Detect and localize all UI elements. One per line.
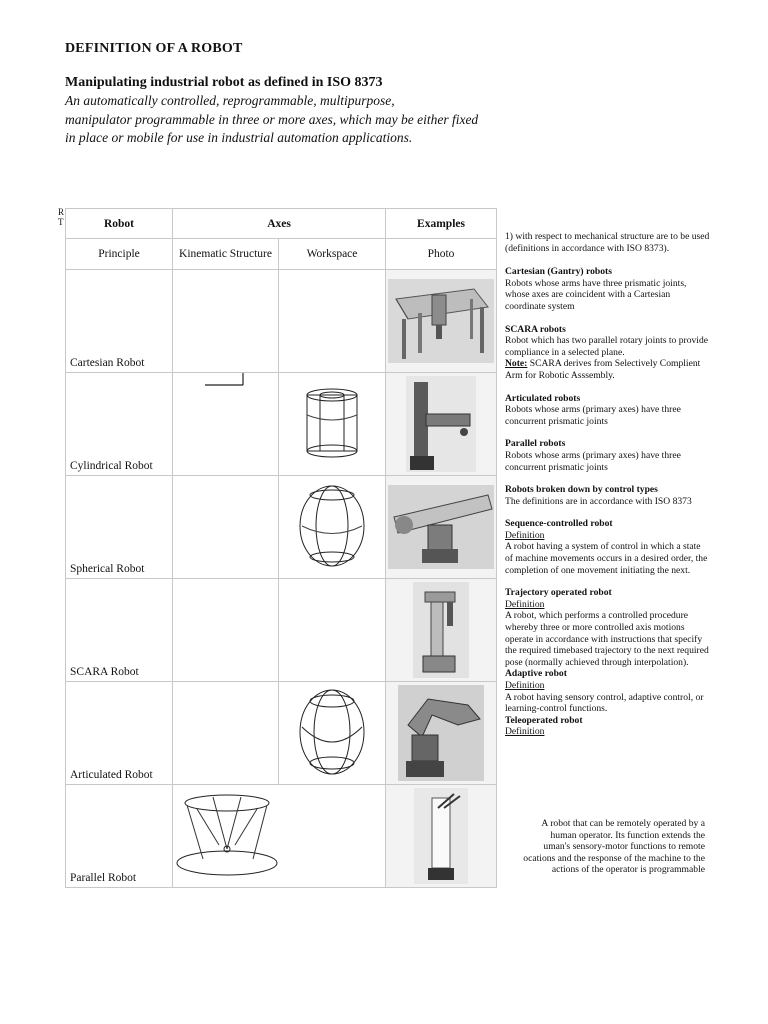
iso-definition-line: manipulator programmable in three or more axes, which may be either fixed	[65, 111, 479, 127]
note-text: Robots whose arms (primary axes) have three concurrent prismatic joints	[505, 449, 681, 473]
photo-cell	[386, 476, 497, 579]
note-control-types	[505, 484, 710, 507]
workspace-cell	[279, 270, 386, 373]
spherical-workspace-diagram	[296, 483, 368, 569]
table-row	[66, 785, 497, 888]
parallel-robot-diagram	[173, 789, 281, 881]
articulated-workspace-diagram	[296, 687, 368, 777]
robot-types-table	[65, 208, 497, 888]
note-heading: Parallel robots	[505, 438, 566, 450]
note-adaptive	[505, 668, 710, 714]
subheader-kinematic-structure: Kinematic Structure	[173, 239, 279, 270]
definition-label: Definition	[505, 598, 545, 610]
header-robot: Robot	[66, 209, 173, 239]
scara-robot-photo	[413, 582, 469, 678]
note-heading: Adaptive robot	[505, 668, 567, 680]
photo-cell	[386, 270, 497, 373]
clipped-text-fragment	[58, 207, 64, 227]
note-remark-text: SCARA derives from Selectively Complient Arm for Robotic Asssembly.	[505, 358, 701, 381]
note-sequence-controlled	[505, 518, 710, 576]
kinematic-structure-cell	[173, 270, 279, 373]
iso-definition-line: An automatically controlled, reprogrammable, multipurpose,	[65, 93, 395, 108]
note-heading: Sequence-controlled robot	[505, 518, 613, 530]
fragment-t: T	[58, 217, 64, 227]
articulated-robot-photo	[398, 685, 484, 781]
document-title: DEFINITION OF A ROBOT	[65, 41, 243, 56]
kinematic-structure-cell	[173, 373, 279, 476]
note-remark	[505, 358, 710, 381]
table-row	[66, 579, 497, 682]
kinematic-structure-cell	[173, 682, 279, 785]
note-text: Robots whose arms have three prismatic joints, whose axes are coincident with a Cartesian coordinate system	[505, 277, 687, 312]
principle-cell: Articulated Robot	[66, 682, 173, 785]
note-text: The definitions are in accordance with ISO 8373	[505, 495, 692, 507]
table-row	[66, 270, 497, 373]
note-text: A robot having a system of control in which a state of machine movements occurs in a desired order, the completion of one movement initiating the next.	[505, 541, 708, 576]
principle-cell: Cylindrical Robot	[66, 373, 173, 476]
note-heading: Teleoperated robot	[505, 714, 583, 726]
text-line: human operator. Its function extends the	[550, 829, 705, 841]
subheader-principle: Principle	[66, 239, 173, 270]
note-text: Robot which has two parallel rotary joints to provide compliance in a selected plane.	[505, 335, 709, 358]
note-cartesian	[505, 266, 710, 312]
workspace-cell	[279, 682, 386, 785]
notes-intro: 1) with respect to mechanical structure are to be used (definitions in accordance with ISO 8373).	[505, 231, 710, 254]
cylindrical-robot-photo	[406, 376, 476, 472]
workspace-cell	[279, 579, 386, 682]
kinematic-diagram-fragment	[203, 373, 263, 387]
principle-cell: Parallel Robot	[66, 785, 173, 888]
side-notes	[505, 231, 710, 738]
note-heading: Articulated robots	[505, 392, 581, 404]
table-row	[66, 476, 497, 579]
header-axes: Axes	[173, 209, 386, 239]
spherical-robot-photo	[388, 485, 494, 569]
note-trajectory	[505, 587, 710, 668]
note-heading: SCARA robots	[505, 323, 566, 335]
note-text: A robot having sensory control, adaptive control, or learning-control functions.	[505, 691, 704, 715]
table-row	[66, 682, 497, 785]
table-row	[66, 373, 497, 476]
photo-cell	[386, 682, 497, 785]
principle-cell: Cartesian Robot	[66, 270, 173, 373]
parallel-structure-cell	[173, 785, 386, 888]
teleoperated-definition-text	[490, 818, 705, 876]
fragment-r: R	[58, 207, 65, 217]
definition-label: Definition	[505, 529, 545, 541]
cylindrical-workspace-diagram	[297, 385, 367, 461]
principle-cell: Spherical Robot	[66, 476, 173, 579]
note-articulated	[505, 393, 710, 428]
photo-cell	[386, 373, 497, 476]
definition-label: Definition	[505, 726, 545, 738]
text-line: uman's sensory-motor functions to remote	[543, 841, 705, 853]
iso-definition	[65, 92, 525, 148]
principle-cell: SCARA Robot	[66, 579, 173, 682]
workspace-cell	[279, 373, 386, 476]
iso-heading: Manipulating industrial robot as defined in ISO 8373	[65, 75, 383, 90]
note-heading: Trajectory operated robot	[505, 587, 612, 599]
photo-cell	[386, 579, 497, 682]
note-label: Note:	[505, 358, 528, 370]
note-teleoperated	[505, 715, 710, 738]
note-text: Robots whose arms (primary axes) have three concurrent prismatic joints	[505, 404, 681, 427]
note-parallel	[505, 438, 710, 473]
text-line: actions of the operator is programmable	[551, 864, 705, 876]
parallel-robot-photo	[414, 788, 468, 884]
subheader-workspace: Workspace	[279, 239, 386, 270]
note-text: A robot, which performs a controlled procedure whereby three or more controlled axis motions operate in accordance with instructions that specify the required timebased trajectory to the next required pose (normally achieved through interpolation).	[505, 610, 709, 668]
note-heading: Robots broken down by control types	[505, 484, 658, 496]
photo-cell	[386, 785, 497, 888]
header-examples: Examples	[386, 209, 497, 239]
iso-definition-line: in place or mobile for use in industrial automation applications.	[65, 130, 413, 145]
text-line: ocations and the response of the machine to the	[523, 852, 705, 864]
note-heading: Cartesian (Gantry) robots	[505, 266, 612, 278]
workspace-cell	[279, 476, 386, 579]
kinematic-structure-cell	[173, 476, 279, 579]
note-scara	[505, 324, 710, 382]
kinematic-structure-cell	[173, 579, 279, 682]
definition-label: Definition	[505, 680, 545, 691]
text-line: A robot that can be remotely operated by a	[541, 818, 705, 829]
subheader-photo: Photo	[386, 239, 497, 270]
cartesian-robot-photo	[388, 279, 494, 363]
